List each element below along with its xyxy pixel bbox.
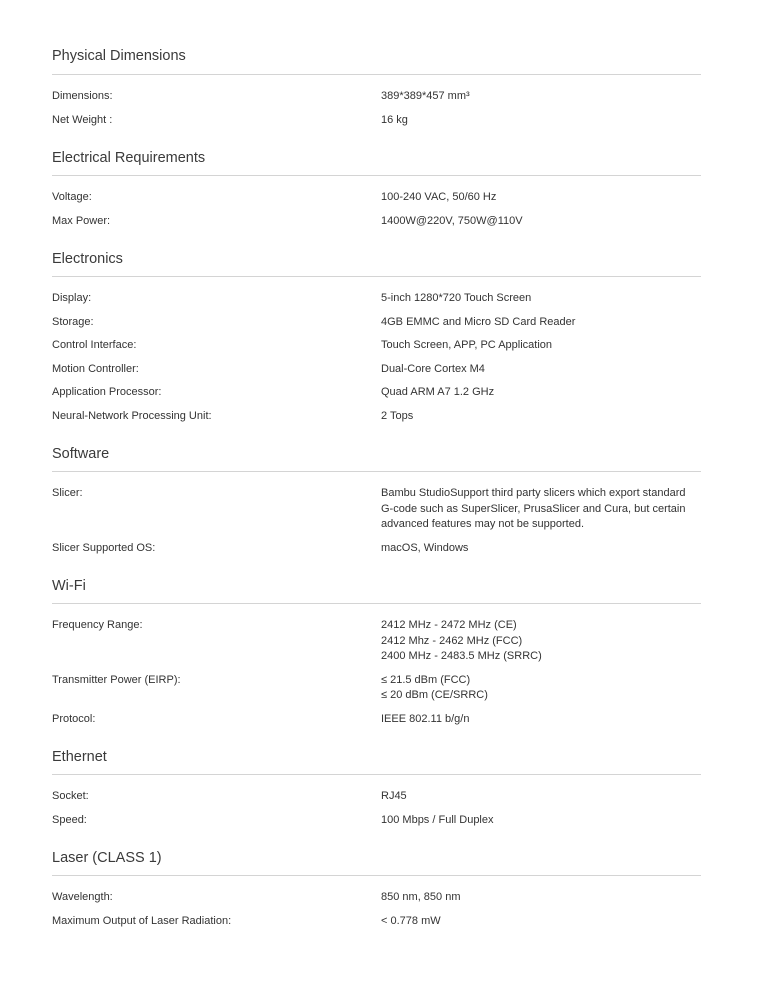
spec-value [381, 89, 701, 105]
spec-row [52, 405, 701, 429]
spec-value-line: ≤ 20 dBm (CE/SRRC) [381, 689, 488, 701]
spec-value [381, 190, 701, 206]
spec-row [52, 381, 701, 405]
spec-value-line: 5-inch 1280*720 Touch Screen [381, 292, 532, 304]
spec-value-line: ≤ 21.5 dBm (FCC) [381, 673, 471, 686]
section-title: Laser (CLASS 1) [52, 832, 701, 876]
spec-value-line: 4GB EMMC and Micro SD Card Reader [381, 315, 576, 328]
spec-label: Storage: [52, 315, 94, 328]
spec-label: Transmitter Power (EIRP): [52, 673, 181, 686]
spec-value [381, 486, 701, 533]
spec-row [52, 910, 701, 934]
spec-value [381, 409, 701, 425]
spec-value-line: 2400 MHz - 2483.5 MHz (SRRC) [381, 650, 542, 662]
spec-label: Neural-Network Processing Unit: [52, 409, 212, 422]
spec-value-line: advanced features may not be supported. [381, 518, 585, 530]
spec-value-line: Touch Screen, APP, PC Application [381, 339, 553, 351]
spec-label: Control Interface: [52, 339, 137, 351]
spec-row [52, 85, 701, 109]
spec-label: Net Weight : [52, 113, 113, 126]
spec-value [381, 618, 701, 665]
spec-label: Dimensions: [52, 90, 113, 102]
spec-row [52, 614, 701, 669]
spec-value-line: 2412 MHz - 2472 MHz (CE) [381, 619, 517, 631]
spec-value-line: 16 kg [381, 113, 408, 126]
section-title: Wi-Fi [52, 560, 701, 604]
spec-value [381, 789, 701, 805]
spec-section-ethernet [52, 731, 701, 832]
spec-value-line: 389*389*457 mm³ [381, 90, 470, 102]
spec-value [381, 813, 701, 829]
spec-row [52, 482, 701, 537]
section-title: Electronics [52, 233, 701, 277]
spec-value-line: RJ45 [381, 790, 407, 802]
spec-value-line: 2 Tops [381, 409, 414, 422]
spec-rows [52, 472, 701, 560]
spec-value-line: macOS, Windows [381, 541, 469, 554]
spec-label: Speed: [52, 813, 87, 826]
spec-value [381, 315, 701, 331]
spec-row [52, 186, 701, 210]
spec-row [52, 109, 701, 133]
spec-value [381, 214, 701, 230]
spec-value-line: G-code such as SuperSlicer, PrusaSlicer and Cura, but certain [381, 502, 686, 515]
spec-value-line: < 0.778 mW [381, 914, 441, 927]
spec-value [381, 541, 701, 557]
spec-value-line: Dual-Core Cortex M4 [381, 362, 485, 375]
spec-section-electrical-requirements [52, 132, 701, 233]
spec-rows [52, 604, 701, 731]
spec-row [52, 886, 701, 910]
spec-value-line: IEEE 802.11 b/g/n [381, 712, 470, 725]
section-title: Ethernet [52, 731, 701, 775]
spec-row [52, 287, 701, 311]
spec-value-line: 100-240 VAC, 50/60 Hz [381, 191, 497, 203]
section-title: Physical Dimensions [52, 0, 701, 75]
spec-value [381, 113, 701, 129]
spec-value [381, 673, 701, 704]
spec-value [381, 385, 701, 401]
spec-value-line: 2412 Mhz - 2462 MHz (FCC) [381, 634, 523, 647]
spec-value [381, 890, 701, 906]
spec-rows [52, 775, 701, 832]
spec-value [381, 362, 701, 378]
spec-row [52, 669, 701, 708]
spec-value [381, 291, 701, 307]
spec-section-physical-dimensions [52, 0, 701, 132]
spec-label: Frequency Range: [52, 619, 143, 631]
spec-value-line: 100 Mbps / Full Duplex [381, 813, 494, 826]
spec-label: Wavelength: [52, 891, 113, 903]
spec-value [381, 914, 701, 930]
spec-row [52, 210, 701, 234]
spec-rows [52, 876, 701, 933]
spec-label: Max Power: [52, 214, 111, 227]
spec-section-electronics [52, 233, 701, 428]
spec-section-laser-class-1 [52, 832, 701, 933]
spec-label: Socket: [52, 790, 89, 802]
spec-label: Voltage: [52, 191, 92, 203]
spec-row [52, 785, 701, 809]
spec-label: Slicer: [52, 487, 83, 499]
spec-row [52, 311, 701, 335]
spec-rows [52, 75, 701, 132]
spec-label: Application Processor: [52, 386, 162, 398]
spec-row [52, 537, 701, 561]
spec-value-line: 850 nm, 850 nm [381, 891, 461, 903]
spec-value [381, 338, 701, 354]
spec-value [381, 712, 701, 728]
spec-value-line: Quad ARM A7 1.2 GHz [381, 386, 495, 398]
spec-label: Maximum Output of Laser Radiation: [52, 914, 232, 927]
spec-row [52, 708, 701, 732]
spec-label: Display: [52, 292, 92, 304]
spec-label: Motion Controller: [52, 362, 139, 375]
spec-label: Protocol: [52, 712, 96, 725]
spec-section-software [52, 428, 701, 560]
spec-rows [52, 176, 701, 233]
spec-value-line: 1400W@220V, 750W@110V [381, 214, 523, 227]
spec-row [52, 334, 701, 358]
spec-row [52, 809, 701, 833]
spec-value-line: Bambu StudioSupport third party slicers which export standard [381, 487, 686, 499]
spec-row [52, 358, 701, 382]
spec-rows [52, 277, 701, 428]
spec-section-wi-fi [52, 560, 701, 731]
spec-label: Slicer Supported OS: [52, 541, 156, 554]
section-title: Electrical Requirements [52, 132, 701, 176]
section-title: Software [52, 428, 701, 472]
